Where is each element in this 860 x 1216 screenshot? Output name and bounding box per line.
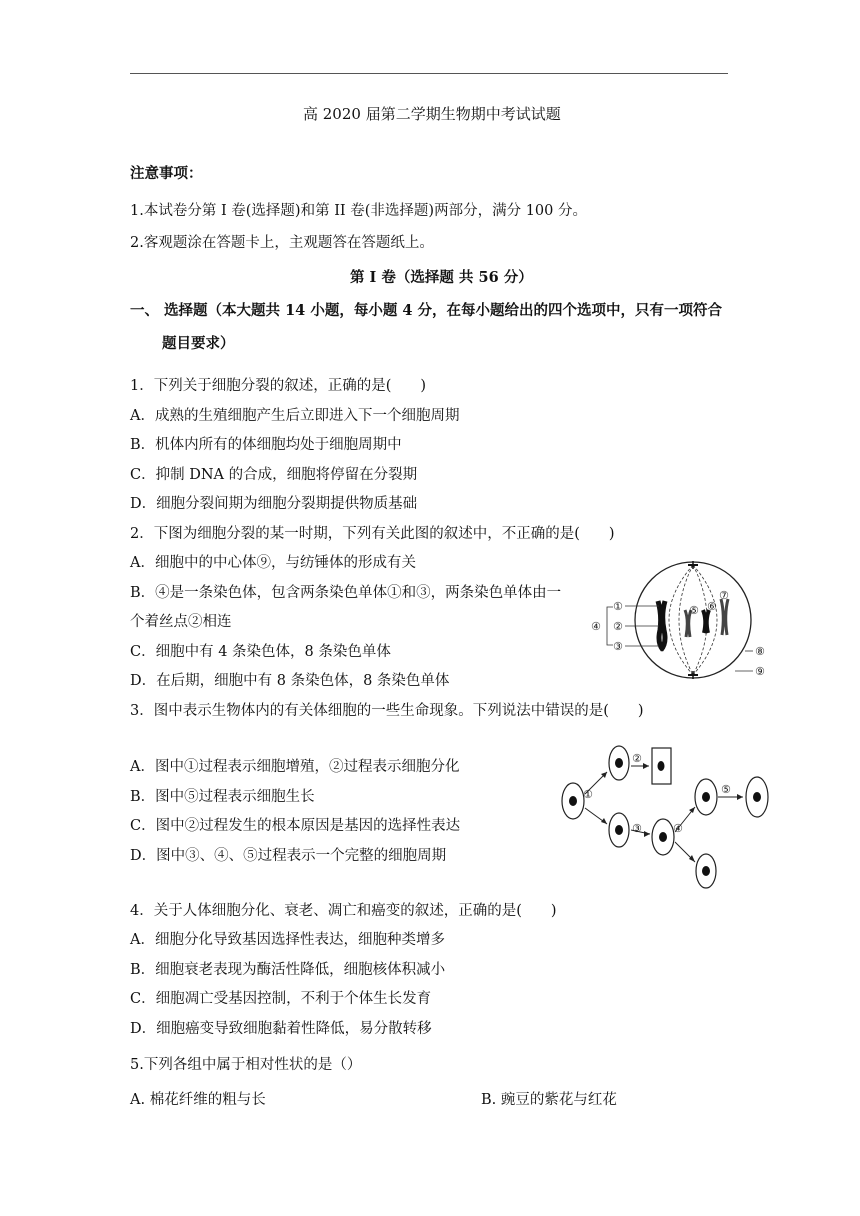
- figure-label-3: ③: [613, 640, 623, 653]
- cell-division-figure: [585, 555, 785, 685]
- question-option: A．细胞分化导致基因选择性表达，细胞种类增多: [130, 932, 445, 948]
- figure-label-2: ②: [613, 620, 623, 633]
- figure-label-6: ⑥: [707, 600, 717, 613]
- question-option-cont: 个着丝点②相连: [130, 614, 232, 630]
- figure-label-1: ①: [583, 788, 593, 801]
- question-stem: 2．下图为细胞分裂的某一时期，下列有关此图的叙述中，不正确的是( ): [130, 526, 615, 542]
- question-stem: 4．关于人体细胞分化、衰老、凋亡和癌变的叙述，正确的是( ): [130, 903, 557, 919]
- figure-label-4: ④: [591, 620, 601, 633]
- spindle: [669, 565, 717, 675]
- question-option: C．抑制 DNA 的合成，细胞将停留在分裂期: [130, 467, 418, 483]
- question-option: B．图中⑤过程表示细胞生长: [130, 789, 315, 805]
- question-option: A．图中①过程表示细胞增殖，②过程表示细胞分化: [130, 759, 460, 775]
- question-option: D．细胞癌变导致细胞黏着性降低，易分散转移: [130, 1021, 432, 1037]
- question-option: D．图中③、④、⑤过程表示一个完整的细胞周期: [130, 848, 447, 864]
- cell-membrane: [635, 562, 751, 678]
- question-option: B．机体内所有的体细胞均处于细胞周期中: [130, 437, 402, 453]
- question-option: C．细胞凋亡受基因控制，不利于个体生长发育: [130, 991, 432, 1007]
- section-heading-cont: 题目要求）: [162, 335, 235, 352]
- question-option: B. 豌豆的紫花与红花: [481, 1092, 617, 1108]
- part-title: 第 I 卷（选择题 共 56 分）: [350, 269, 533, 286]
- cell-process-figure: [555, 742, 780, 890]
- question-stem: 3．图中表示生物体内的有关体细胞的一些生命现象。下列说法中错误的是( ): [130, 703, 644, 719]
- question-option: A. 棉花纤维的粗与长: [130, 1092, 266, 1108]
- figure-label-7: ⑦: [719, 589, 729, 602]
- question-option: D．细胞分裂间期为细胞分裂期提供物质基础: [130, 496, 418, 512]
- figure-label-1: ①: [613, 600, 623, 613]
- question-option: A．细胞中的中心体⑨，与纺锤体的形成有关: [130, 555, 416, 571]
- figure-label-9: ⑨: [755, 665, 765, 678]
- question-option: B．细胞衰老表现为酶活性降低，细胞核体积减小: [130, 962, 446, 978]
- notice-item: 2.客观题涂在答题卡上，主观题答在答题纸上。: [130, 235, 434, 251]
- question-stem: 5.下列各组中属于相对性状的是（）: [130, 1057, 362, 1073]
- figure-label-3: ③: [632, 822, 642, 835]
- header-rule: [130, 73, 728, 74]
- section-heading: 一、 选择题（本大题共 14 小题，每小题 4 分，在每小题给出的四个选项中，只有一项符合: [130, 302, 723, 319]
- notice-item: 1.本试卷分第 I 卷(选择题)和第 II 卷(非选择题)两部分，满分 100 分。: [130, 203, 587, 219]
- question-stem: 1．下列关于细胞分裂的叙述，正确的是( ): [130, 378, 427, 394]
- question-option: A．成熟的生殖细胞产生后立即进入下一个细胞周期: [130, 408, 460, 424]
- figure-label-8: ⑧: [755, 645, 765, 658]
- notice-heading: 注意事项：: [130, 165, 203, 182]
- page-title: 高 2020 届第二学期生物期中考试试题: [303, 105, 561, 123]
- figure-label-5: ⑤: [689, 604, 699, 617]
- question-option: C．细胞中有 4 条染色体，8 条染色单体: [130, 644, 391, 660]
- figure-label-2: ②: [632, 752, 642, 765]
- figure-label-5: ⑤: [721, 783, 731, 796]
- question-option: D．在后期，细胞中有 8 条染色体，8 条染色单体: [130, 673, 450, 689]
- question-option: C．图中②过程发生的根本原因是基因的选择性表达: [130, 818, 461, 834]
- figure-label-4: ④: [673, 822, 683, 835]
- question-option: B．④是一条染色体，包含两条染色单体①和③，两条染色单体由一: [130, 585, 562, 601]
